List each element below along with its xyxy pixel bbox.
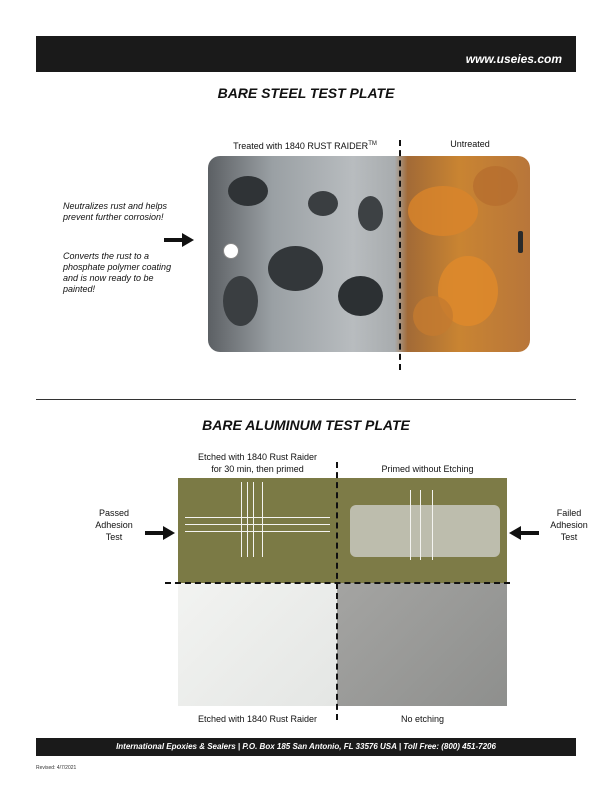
revised-date: Revised: 4/7/2021 (36, 765, 77, 771)
scratch-line (432, 490, 433, 560)
scratch-line (185, 531, 330, 532)
treated-caption (210, 138, 400, 152)
no-etch-panel (337, 583, 507, 706)
plate-hole (223, 243, 239, 259)
website-url[interactable]: www.useies.com (465, 52, 562, 66)
etched-primed-caption-line1: Etched with 1840 Rust Raider (197, 452, 318, 462)
scratch-line (420, 490, 421, 560)
failed-line2: Adhesion (550, 520, 588, 530)
steel-note-converts: Converts the rust to a phosphate polymer coating and is now ready to be painted! (63, 251, 172, 294)
passed-line2: Adhesion (95, 520, 133, 530)
scratch-line (410, 490, 411, 560)
section-divider (36, 399, 576, 400)
aluminum-section-title: BARE ALUMINUM TEST PLATE (202, 417, 410, 433)
passed-line3: Test (105, 532, 123, 542)
no-etch-caption: No etching (400, 714, 445, 724)
primed-caption: Primed without Etching (381, 464, 474, 474)
etched-primed-caption (180, 451, 335, 475)
steel-test-plate-image (208, 156, 530, 352)
passed-line1: Passed (98, 508, 130, 518)
failed-line1: Failed (556, 508, 582, 518)
failed-adhesion-label (540, 507, 598, 543)
scratch-line (241, 482, 242, 557)
scratch-line (262, 482, 263, 557)
treated-caption-text: Treated with 1840 RUST RAIDER (233, 141, 369, 151)
etched-primed-caption-line2: for 30 min, then primed (211, 464, 304, 474)
aluminum-vertical-divider (336, 462, 338, 720)
etched-panel (178, 583, 337, 706)
arrow-left-icon (509, 526, 539, 540)
footer-contact: International Epoxies & Sealers | P.O. Box 185 San Antonio, FL 33576 USA | Toll Free: (800) 451-7206 (116, 742, 496, 751)
passed-adhesion-label (82, 507, 146, 543)
scratch-line (185, 524, 330, 525)
failed-line3: Test (560, 532, 578, 542)
steel-section-title: BARE STEEL TEST PLATE (217, 85, 395, 101)
header-bar (36, 36, 576, 72)
scratch-line (247, 482, 248, 557)
footer-bar (36, 738, 576, 756)
arrow-right-icon (164, 233, 194, 247)
untreated-caption: Untreated (450, 139, 490, 149)
etched-caption: Etched with 1840 Rust Raider (197, 714, 318, 724)
plate-slot (518, 231, 523, 253)
arrow-right-icon (145, 526, 175, 540)
steel-note-neutralizes: Neutralizes rust and helps prevent further corrosion! (63, 201, 168, 222)
scratch-line (185, 517, 330, 518)
trademark-mark: TM (368, 141, 377, 147)
steel-divider-line (399, 140, 401, 370)
peeled-coating-area (350, 505, 500, 557)
scratch-line (253, 482, 254, 557)
